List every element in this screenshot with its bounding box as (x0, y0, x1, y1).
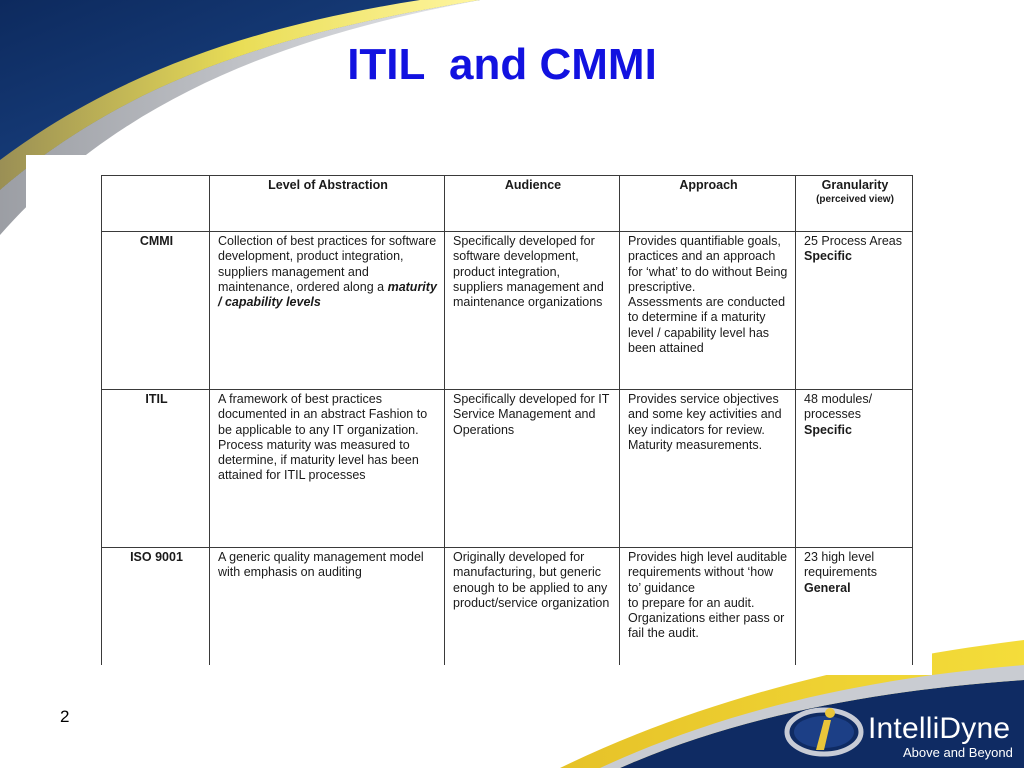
cmmi-abstraction-cell (210, 232, 445, 390)
table-row (102, 390, 913, 548)
row-label-cmmi: CMMI (102, 232, 210, 390)
header-row (102, 176, 913, 232)
cmmi-granularity-cell (796, 232, 913, 390)
comparison-table (101, 175, 913, 665)
logo-name: IntelliDyne (868, 712, 1011, 745)
itil-granularity-cell (796, 390, 913, 548)
iso-approach-line: to prepare for an audit. Organizations either pass or fail the audit. (628, 595, 785, 641)
itil-audience-cell: Specifically developed for IT Service Management and Operations (445, 390, 620, 548)
itil-abstraction-cell (210, 390, 445, 548)
header-level-of-abstraction: Level of Abstraction (210, 176, 445, 232)
iso-granularity-level: General (804, 580, 851, 595)
cmmi-granularity-count: 25 Process Areas (804, 234, 902, 248)
cmmi-approach-line: Provides quantifiable goals, practices and an approach (628, 234, 781, 264)
iso-granularity-cell (796, 548, 913, 665)
itil-abstraction-line: Process maturity was measured to determine, if maturity level has been attained for ITIL processes (218, 437, 419, 483)
itil-granularity-count: 48 modules/ processes (804, 392, 873, 422)
itil-granularity-level: Specific (804, 422, 852, 437)
cmmi-approach-line: for ‘what’ to do without Being prescriptive. (628, 264, 788, 294)
header-granularity (796, 176, 913, 232)
iso-approach-line: Provides high level auditable requirements without ‘how to’ guidance (628, 550, 788, 595)
slide-title: ITIL and CMMI (347, 40, 657, 89)
cmmi-approach-cell (620, 232, 796, 390)
cmmi-abstraction-text: Collection of best practices for software development, product integration, suppliers management and maintenance, ordered along a (218, 234, 437, 294)
iso-granularity-count: 23 high level requirements (804, 550, 877, 580)
header-audience: Audience (445, 176, 620, 232)
row-label-iso-9001: ISO 9001 (102, 548, 210, 665)
header-approach: Approach (620, 176, 796, 232)
row-label-itil: ITIL (102, 390, 210, 548)
cmmi-granularity-level: Specific (804, 249, 852, 264)
logo-tagline: Above and Beyond (903, 745, 1013, 760)
iso-audience-cell: Originally developed for manufacturing, but generic enough to be applied to any product/service organization (445, 548, 620, 665)
itil-approach-cell: Provides service objectives and some key activities and key indicators for review. Maturity measurements. (620, 390, 796, 548)
header-empty-cell (102, 176, 210, 232)
cmmi-approach-line: Assessments are conducted to determine if a maturity level / capability level has been attained (628, 295, 786, 356)
table-row (102, 548, 913, 665)
iso-approach-cell (620, 548, 796, 665)
header-granularity-subtitle: (perceived view) (816, 194, 894, 206)
itil-abstraction-line: A framework of best practices documented in an abstract Fashion to be applicable to any IT organization. (218, 392, 428, 437)
table-row (102, 232, 913, 390)
slide-number: 2 (60, 707, 70, 726)
iso-abstraction-cell: A generic quality management model with emphasis on auditing (210, 548, 445, 665)
cmmi-abstraction-emphasis: maturity / capability levels (218, 279, 437, 310)
header-granularity-label: Granularity (821, 178, 889, 192)
cmmi-audience-cell: Specifically developed for software development, product integration, suppliers management and maintenance organizations (445, 232, 620, 390)
